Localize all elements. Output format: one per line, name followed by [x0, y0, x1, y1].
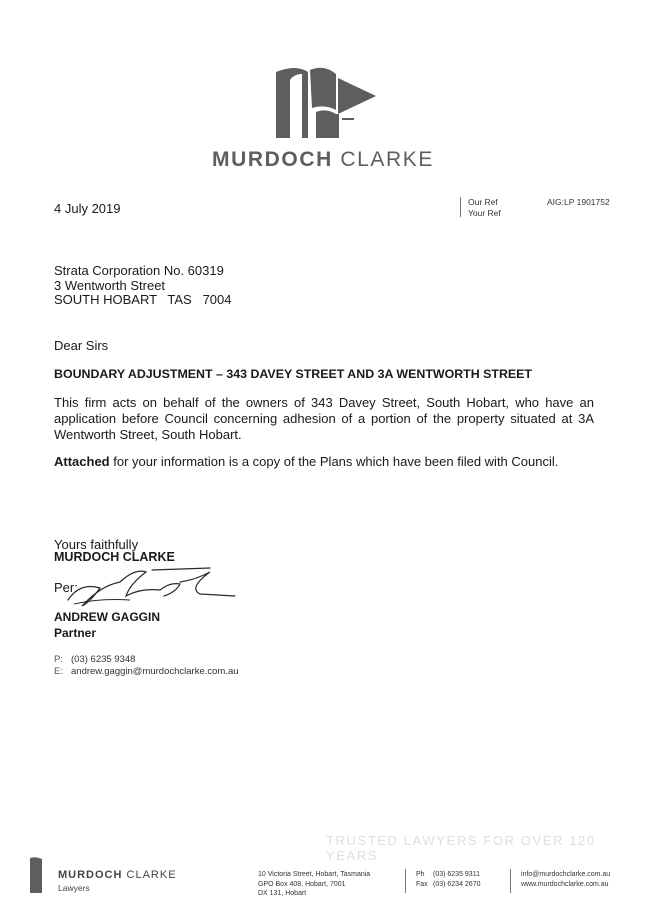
ref-divider — [460, 197, 461, 217]
body-paragraph-1: This firm acts on behalf of the owners of 343 Davey Street, South Hobart, who have an application before Council concerning adhesion of a portion of the property situated at 3A Wentworth Street, South Hobart. — [54, 395, 594, 442]
signatory-position: Partner — [54, 626, 97, 640]
subject-line: BOUNDARY ADJUSTMENT – 343 DAVEY STREET AND 3A WENTWORTH STREET — [54, 367, 533, 381]
recipient-line: Strata Corporation No. 60319 — [54, 263, 224, 278]
footer-email: info@murdochclarke.com.au — [521, 871, 611, 878]
footer-firm-sub: Lawyers — [58, 883, 90, 893]
our-ref-label: Our Ref — [468, 197, 498, 207]
signatory-contact — [54, 654, 239, 678]
signatory-name: ANDREW GAGGIN — [54, 610, 160, 624]
phone-number: (03) 6235 9348 — [71, 654, 136, 665]
footer-logo-mark-icon — [29, 856, 43, 894]
email-address: andrew.gaggin@murdochclarke.com.au — [71, 666, 239, 677]
book-and-flag-logo-icon — [272, 66, 382, 142]
firm-signoff: MURDOCH CLARKE — [54, 550, 175, 564]
salutation: Dear Sirs — [54, 338, 109, 353]
phone-label: P: — [54, 654, 63, 665]
footer-divider — [405, 869, 406, 893]
recipient-line: 3 Wentworth Street — [54, 277, 166, 293]
footer-web — [521, 870, 610, 889]
recipient-address — [54, 264, 232, 308]
footer-tagline: TRUSTED LAWYERS FOR OVER 120 YEARS — [326, 833, 596, 863]
footer-address: 10 Victoria Street, Hobart, Tasmania GPO Box 408, Hobart, 7001 DX 131, Hobart — [258, 871, 371, 898]
handwritten-signature-icon — [60, 562, 240, 612]
reference-labels — [468, 197, 501, 219]
footer-divider — [510, 869, 511, 893]
logo-wordmark: MURDOCH CLARKE — [212, 148, 434, 171]
per-label: Per: — [54, 580, 78, 595]
email-label: E: — [54, 666, 63, 677]
footer-phone: Ph (03) 6235 9311 Fax (03) 6234 2670 — [416, 871, 481, 888]
your-ref-label: Your Ref — [468, 208, 501, 218]
body-paragraph-2: Attached for your information is a copy of the Plans which have been filed with Council. — [54, 454, 559, 469]
footer-firm-name: MURDOCH CLARKE — [58, 869, 177, 881]
letter-date: 4 July 2019 — [54, 201, 121, 216]
recipient-line: SOUTH HOBART TAS 7004 — [54, 292, 232, 307]
closing: Yours faithfully — [54, 537, 139, 552]
our-ref-value: AIG:LP 1901752 — [547, 197, 610, 207]
footer-website: www.murdochclarke.com.au — [521, 880, 609, 888]
